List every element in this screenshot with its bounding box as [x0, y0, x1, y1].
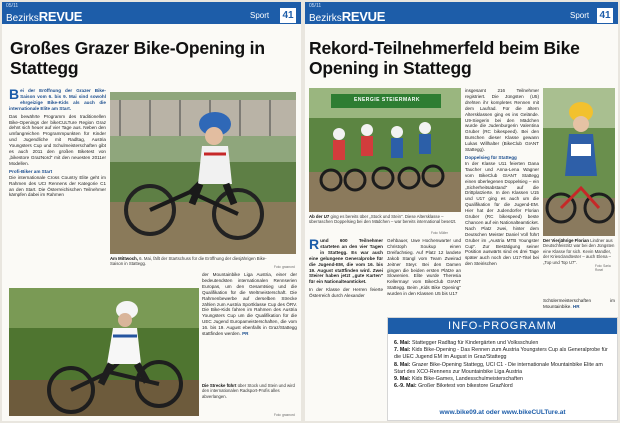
page-number: 41 — [280, 8, 296, 23]
article-tail: Schülermeisterschaften im Mountainbike. HR — [543, 298, 615, 309]
author-signature: HR — [572, 303, 580, 309]
article-column-2 — [202, 272, 297, 376]
headline: Rekord-Teilnehmerfeld beim Bike Opening in Stattegg — [309, 38, 580, 78]
page-header-bar — [305, 2, 618, 24]
issue-number: 05/11 — [309, 3, 322, 9]
photo-elite-racer — [9, 288, 199, 416]
dropcap: B — [9, 88, 20, 102]
left-page — [2, 2, 301, 421]
section-label: BezirksREVUE — [309, 9, 386, 24]
article-column-1 — [309, 238, 383, 318]
photo-credit: Foto: graznord — [274, 265, 295, 269]
photo-credit: Foto: Saria Rosel — [595, 264, 611, 272]
photo-caption: Am Mittwoch, 6. Mai, fällt der Startschuss für die Eröffnung der diesjährigen Bike-Saison in Stattegg. — [110, 256, 267, 267]
photo-credit: Foto: graznord — [274, 413, 295, 417]
page-number: 41 — [597, 8, 613, 23]
article-paragraph: der Mountainbike Liga Austria, einer der bedeutendsten internationalen Rennserien Europas, um den Gesamtsieg und die Qualifikation für die Weltmeisterschaft. Die Rahmenbewerbe auf derselben Strecke zählen zum Austria Sportklasse Cup des ÖRV. Die Bike-Kids fahren im Rahmen des Austria Youngsters Cup um die Qualifikation für die UEC Jugend Europameisterschaften, die vom 16. bis 19. August ebenfalls in Graz/Stattegg stattfinden werden. — [202, 272, 297, 337]
article-column-3 — [465, 88, 539, 316]
article-paragraph: In der Klasse U11 feierten Dana Taucher und Anna-Lena Wagner vom BikeClub GIANT Stattegg einen überlegenen Doppelsieg – ein „Sicherheitsabstand" auf die Drittplatzierte. In den Klassen U15 und U17 ging es auch um die Qualifikation für die Jugend-EM. Hier hat der Judendorfer Florian Gruber (RC bikespeed) beste Chancen auf ein Nationalteamticket. Nach Platz zwei, hinter dem Deutschen Meister Daniel Voll führt Gruber im „Austria MTB Youngster Cup". Zur Bestätigung seiner Position auswärts sind es drei Tage später auch noch den U17-Titel bei den Steirischen — [465, 160, 539, 267]
photo-credit: Foto: Müller — [431, 231, 448, 235]
program-item: 7. Mai: Kids Bike-Opening - Das Rennen zum Austria Youngsters Cup als Generalprobe für die UEC Jugend EM im August in Graz/Stattegg — [394, 347, 608, 361]
photo-caption: Der Vierjährige Florian Lindner aus Deutschfeistritz war bei den Jüngsten eine Klasse für sich. Kevin Mandler, der Kriesclandtester – auch Elena – „Top und Top U7". — [543, 238, 615, 265]
photo-caption: Ab der U7 ging es bereits über „Stock und Stein". Diese Altersklasse – überraschen Doppelsieg bei den Mädchen – war bereits international besetzt. — [309, 214, 457, 225]
info-box-title: INFO-PROGRAMM — [388, 318, 617, 334]
article-column-2 — [387, 238, 461, 316]
article-paragraph: Gehbauer, Uwe Hochenwarter und Christoph Soukup einen Dreifachsieg. Auf Platz 12 landete Jakob Stangl vom Team Zweirad Jeitner Steyr. Bei den Damen gingen die beiden ersten Plätze an Slowenien. Elite wurde Theresia Kellermayr vom BikeClub GIANT Stattegg. Beim „Kids Bike Opening" wurden in den Klassen U5 bis U17 — [387, 238, 461, 297]
issue-number: 05/11 — [6, 3, 19, 9]
program-item: 9. Mai: Kids Bike-Games, Landesschulmeisterschaften — [394, 376, 523, 383]
article-lead: ei der Eröffnung der Grazer Bike-Saison vom 6. bis 9. Mai sind sowohl ehrgeizige Bike-Kids als auch die internationale Elite am Start. — [9, 88, 106, 111]
photo-race-start — [309, 88, 461, 212]
article-lead: und 600 Teilnehmer starteten an den vier Tagen in Stattegg. Es war auch eine gelungene Generalprobe für die Jugend-EM, die vom 16. bis 19. August stattfinden wird. Zwei Steirer haben jetzt „gute Karten" für ein Nationalteamticket. — [309, 238, 383, 285]
article-paragraph: In der Klasse der Herren feierte Österreich durch Alexander — [309, 287, 383, 299]
program-item: 8. Mai: Grazer Bike-Opening Stattegg, UCI C1 - Die internationale Mountainbike Elite am Start des XCO-Rennens zur Mountainbike Liga Austria — [394, 361, 603, 375]
article-paragraph: insgesamt 216 Teilnehmer registriert. Die Jüngsten (U5) drehten ihr kompletes Rennen mit dem Laufrad. Für die ältern Altersklassen ging es ins Gelände. U9-Siegerin bei den Mädchen wurde die Judenburgerin Valentina Gruber (RC bikespeed). Bei den Burschen dieser Klasse gewann Lukas Willhalter (BikeClub GIANT Stattegg). — [465, 88, 539, 153]
photo-child-rider — [110, 92, 296, 254]
subheading: Doppelsieg für Stattegg — [465, 154, 517, 160]
info-website-link[interactable]: www.bike09.at oder www.bikeCULTure.at — [439, 409, 566, 416]
section-label: BezirksREVUE — [6, 9, 83, 24]
article-paragraph: Das bewährte Programm des traditionellen Bike-Openings der bikeCULTure Region Graz dehnt sich heuer auf vier Tage aus. Neben den umfangreichen Programmpunkten für Kinder und Jugendliche mit Radltag, Austria Youngsters Cup und Schulmeisterschaften gibt es auch 2011 den großen Biketest von „bikestore GrazNord" mit den neuesten 2011er Modellen. — [9, 113, 106, 166]
dropcap: R — [309, 238, 320, 252]
right-page — [305, 2, 618, 421]
photo-young-rider — [543, 88, 615, 236]
subheading: Profi-Biker am Start — [9, 168, 53, 174]
info-program-list — [394, 340, 613, 390]
program-item: 6. Mai: Stattegger Radltag für Kindergärten und Volksschulen — [394, 340, 539, 346]
category-label: Sport — [570, 11, 590, 20]
photo-caption: Die Strecke führt über Stock und Stein und wird den internationalen Radsport-Profis alles abverlangen. — [202, 383, 295, 399]
author-signature: PR — [242, 331, 249, 337]
headline: Großes Grazer Bike-Opening in Stattegg — [10, 38, 265, 78]
banner-text: ENERGIE STEIERMARK — [354, 97, 420, 103]
category-label: Sport — [250, 11, 270, 20]
article-column-1 — [9, 88, 106, 268]
page-header-bar — [2, 2, 301, 24]
info-programm-box — [387, 317, 618, 421]
article-paragraph: Die internationale Cross Country Elite geht im Rahmen des UCI Rennens der Kategorie C1 an den Start. Die Österreichischen Teilnehmer kämpfen dabei im Rahmen — [9, 174, 106, 198]
program-item: 6.-9. Mai: Großer Biketest von bikestore GrazNord — [394, 383, 513, 390]
